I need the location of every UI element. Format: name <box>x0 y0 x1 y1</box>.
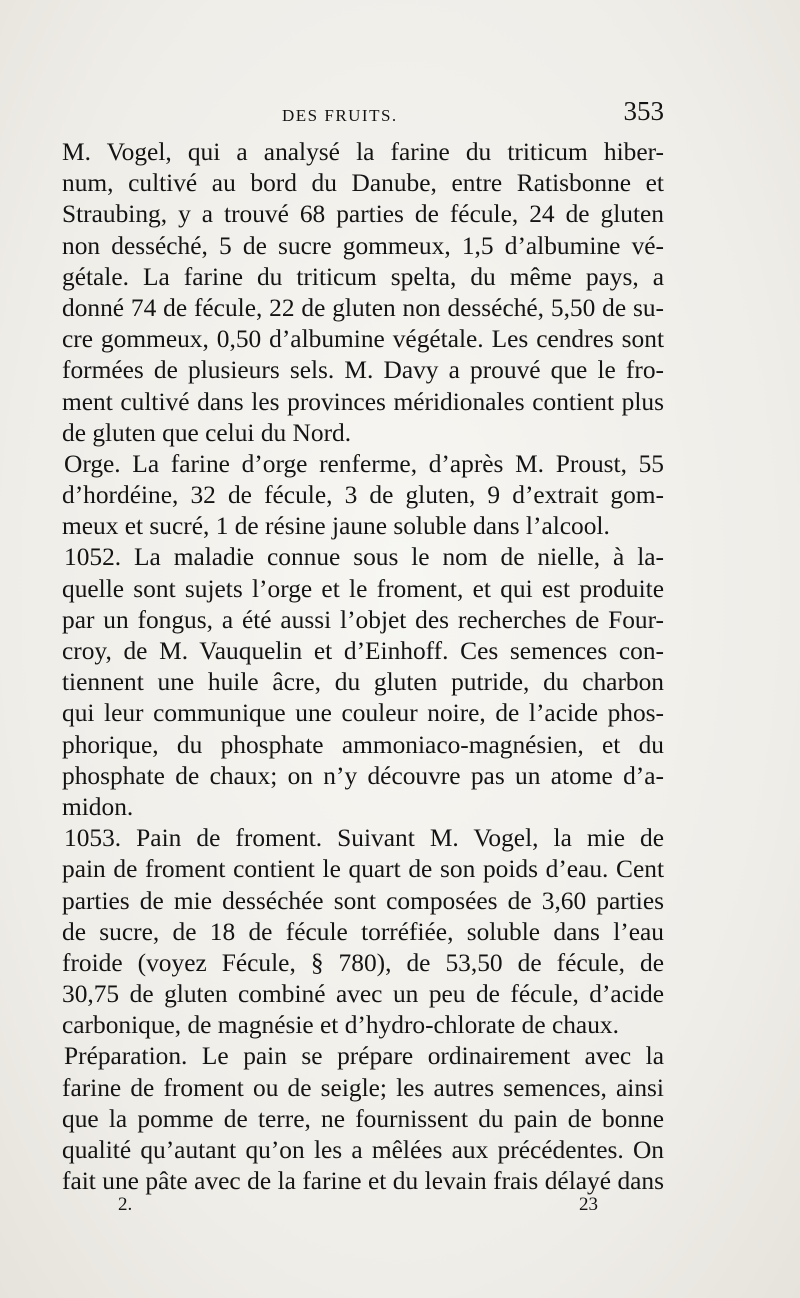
text-line: qui leur communique une couleur noire, de l’acide phos- <box>62 699 664 728</box>
text-line: qualité qu’autant qu’on les a mêlées aux précédentes. On <box>62 1136 664 1164</box>
text-line: meux et sucré, 1 de résine jaune soluble dans l’alcool. <box>62 512 610 541</box>
text-line: Préparation. Le pain se prépare ordinairement avec la <box>64 1042 664 1071</box>
sheet-number: 23 <box>579 1194 598 1215</box>
text-line: midon. <box>62 792 134 821</box>
text-line: pain de froment contient le quart de son poids d’eau. Cent <box>62 855 664 884</box>
text-line: que la pomme de terre, ne fournissent du pain de bonne <box>62 1104 664 1133</box>
text-line: de sucre, de 18 de fécule torréfiée, soluble dans l’eau <box>62 917 664 946</box>
text-line: quelle sont sujets l’orge et le froment, et qui est produite <box>62 574 664 603</box>
page-header <box>62 96 664 136</box>
text-line: formées de plusieurs sels. M. Davy a prouvé que le fro- <box>62 356 664 385</box>
text-line: froide (voyez Fécule, § 780), de 53,50 de fécule, de <box>62 948 664 977</box>
text-line: tiennent une huile âcre, du gluten putride, du charbon <box>62 668 664 697</box>
text-line: d’hordéine, 32 de fécule, 3 de gluten, 9 d’extrait gom- <box>62 481 664 510</box>
text-line: par un fongus, a été aussi l’objet des recherches de Four- <box>62 605 664 634</box>
text-line: de gluten que celui du Nord. <box>62 418 352 447</box>
text-line: Straubing, y a trouvé 68 parties de fécule, 24 de gluten <box>62 200 664 229</box>
text-line: non desséché, 5 de sucre gommeux, 1,5 d’albumine vé- <box>62 231 664 260</box>
text-line: croy, de M. Vauquelin et d’Einhoff. Ces semences con- <box>62 637 664 665</box>
page-number: 353 <box>623 96 664 126</box>
signature-mark: 2. <box>118 1194 133 1215</box>
text-line: M. Vogel, qui a analysé la farine du triticum hiber- <box>62 138 664 166</box>
text-line: cre gommeux, 0,50 d’albumine végétale. Les cendres sont <box>62 325 664 354</box>
text-line: fait une pâte avec de la farine et du levain frais délayé dans <box>62 1167 664 1196</box>
page-footer <box>118 1194 598 1224</box>
text-line: parties de mie desséchée sont composées de 3,60 parties <box>62 886 664 915</box>
text-line: num, cultivé au bord du Danube, entre Ratisbonne et <box>62 169 664 198</box>
text-line: 1052. La maladie connue sous le nom de nielle, à la- <box>64 543 664 572</box>
running-head: DES FRUITS. <box>282 106 398 125</box>
body-text <box>62 137 664 1197</box>
text-line: farine de froment ou de seigle; les autres semences, ainsi <box>62 1073 664 1102</box>
text-line: gétale. La farine du triticum spelta, du même pays, a <box>62 262 664 291</box>
text-line: carbonique, de magnésie et d’hydro-chlorate de chaux. <box>62 1011 619 1040</box>
text-line: 30,75 de gluten combiné avec un peu de fécule, d’acide <box>62 980 664 1009</box>
text-line: phorique, du phosphate ammoniaco-magnésien, et du <box>62 730 664 759</box>
text-line: Orge. La farine d’orge renferme, d’après M. Proust, 55 <box>64 449 664 478</box>
text-line: phosphate de chaux; on n’y découvre pas un atome d’a- <box>62 761 664 790</box>
text-line: ment cultivé dans les provinces méridionales contient plus <box>62 387 664 416</box>
text-line: 1053. Pain de froment. Suivant M. Vogel, la mie de <box>64 824 664 853</box>
text-line: donné 74 de fécule, 22 de gluten non desséché, 5,50 de su- <box>62 293 664 322</box>
